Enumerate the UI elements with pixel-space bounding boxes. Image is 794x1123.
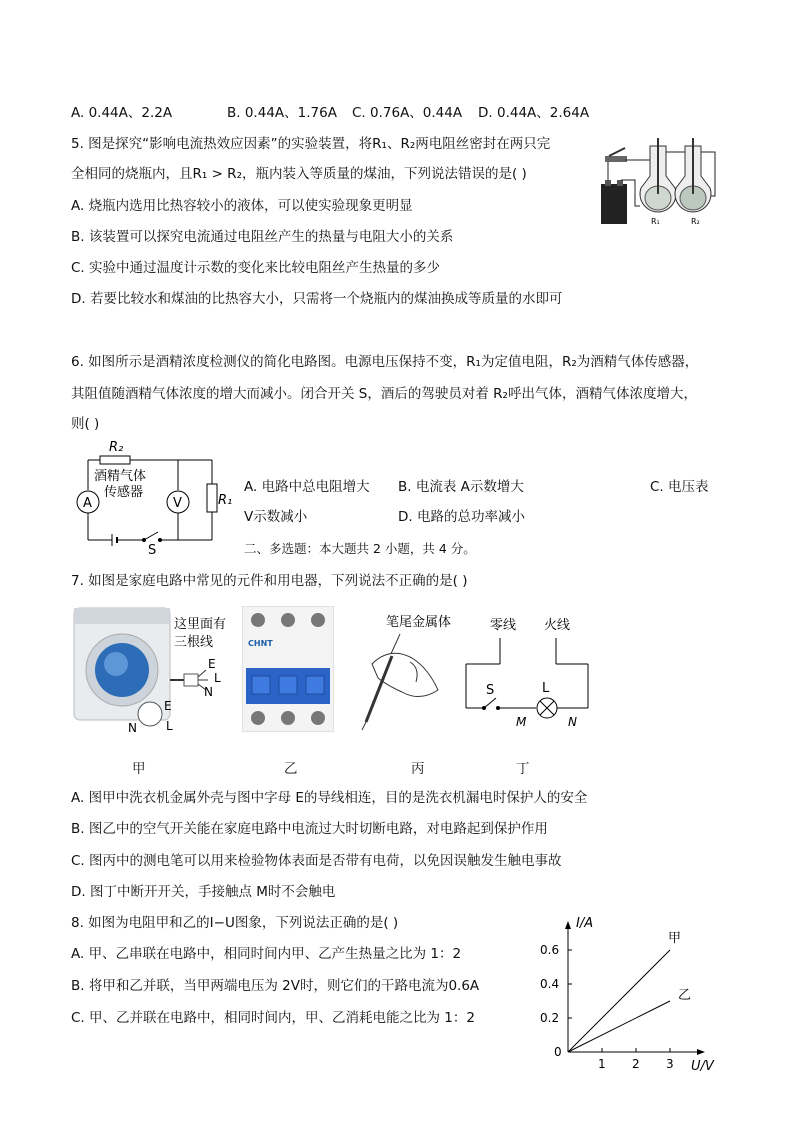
q5-option-d: D. 若要比较水和煤油的比热容大小，只需将一个烧瓶内的煤油换成等质量的水即可 [71, 291, 563, 307]
r2-label: R₂ [109, 440, 124, 455]
breaker-brand: CHNT [248, 639, 273, 648]
caption-ding: 丁 [516, 761, 530, 777]
figure-jia-washing-machine [70, 600, 230, 740]
ding-switch-s: S [486, 683, 495, 698]
q6-option-c: C. 电压表 [650, 479, 709, 495]
q4-option-b: B. 0.44A、1.76A [227, 105, 337, 121]
jia-socket-n: N [128, 721, 137, 735]
q7-stem: 7. 如图是家庭电路中常见的元件和用电器，下列说法不正确的是( ) [71, 573, 468, 589]
resistor-r1 [207, 484, 217, 512]
figure-yi-air-switch [242, 606, 334, 732]
q6-option-d: D. 电路的总功率减小 [398, 509, 525, 525]
q5-stem-line2: 全相同的烧瓶内，且R₁ > R₂，瓶内装入等质量的煤油，下列说法错误的是( ) [71, 166, 527, 182]
figure-bing-test-pen [350, 606, 470, 732]
q8-option-b: B. 将甲和乙并联，当甲两端电压为 2V时，则它们的干路电流为0.6A [71, 978, 480, 994]
q6-stem-line1: 6. 如图所示是酒精浓度检测仪的简化电路图。电源电压保持不变，R₁为定值电阻，R₂为酒精气体传感器， [71, 354, 699, 370]
q5-option-c: C. 实验中通过温度计示数的变化来比较电阻丝产生热量的多少 [71, 260, 441, 276]
alcohol-detector-circuit [72, 438, 242, 558]
switch-label: S [148, 543, 157, 558]
section-heading: 二、多选题：本大题共 2 小题，共 4 分。 [244, 541, 476, 556]
q7-option-d: D. 图丁中断开开关，手接触点 M时不会触电 [71, 884, 336, 900]
series-jia-line [568, 950, 670, 1052]
q6-stem-line2: 其阻值随酒精气体浓度的增大而减小。闭合开关 S，酒后的驾驶员对着 R₂呼出气体，酒精气体浓度增大， [71, 386, 697, 402]
series-jia-label: 甲 [668, 931, 682, 946]
jia-plug-n: N [204, 685, 213, 699]
q5-option-a: A. 烧瓶内选用比热容较小的液体，可以使实验现象更明显 [71, 198, 413, 214]
iu-chart [528, 912, 728, 1074]
ammeter-label: A [83, 496, 92, 511]
heat-experiment-figure [595, 136, 725, 231]
q7-option-b: B. 图乙中的空气开关能在家庭电路中电流过大时切断电路，对电路起到保护作用 [71, 821, 548, 837]
q4-option-d: D. 0.44A、2.64A [478, 105, 590, 121]
y-tick-label: 0.4 [540, 977, 560, 991]
ding-point-m: M [516, 715, 527, 729]
q6-option-a: A. 电路中总电阻增大 [244, 479, 370, 495]
y-tick-label: 0.6 [540, 943, 560, 957]
q7-option-c: C. 图丙中的测电笔可以用来检验物体表面是否带有电荷，以免因误触发生触电事故 [71, 853, 562, 869]
jia-plug-l: L [214, 671, 221, 685]
caption-bing: 丙 [411, 761, 425, 777]
jia-socket-e: E [164, 699, 172, 713]
q5-option-b: B. 该装置可以探究电流通过电阻丝产生的热量与电阻大小的关系 [71, 229, 454, 245]
sensor-r2-resistor [100, 456, 130, 464]
sensor-label-2: 传感器 [104, 485, 144, 500]
q8-option-c: C. 甲、乙并联在电路中，相同时间内，甲、乙消耗电能之比为 1：2 [71, 1010, 475, 1026]
ding-zero-line: 零线 [490, 618, 517, 633]
ding-point-n: N [568, 715, 577, 729]
ding-fire-line: 火线 [544, 618, 571, 633]
x-tick-label: 3 [666, 1057, 674, 1071]
q4-option-a: A. 0.44A、2.2A [71, 105, 173, 121]
q6-stem-line3: 则( ) [71, 416, 100, 432]
caption-yi: 乙 [284, 761, 298, 777]
series-yi-line [568, 1001, 670, 1052]
voltmeter-label: V [173, 496, 182, 511]
y-axis-label: I/A [576, 916, 594, 931]
y-axis-arrow [565, 921, 571, 929]
x-axis-arrow [697, 1049, 705, 1055]
y-tick-label: 0.2 [540, 1011, 560, 1025]
figure-ding-circuit [460, 610, 600, 732]
ding-lamp-l: L [542, 681, 550, 696]
q8-stem: 8. 如图为电阻甲和乙的I−U图象，下列说法正确的是( ) [71, 915, 399, 931]
bing-note: 笔尾金属体 [386, 615, 452, 630]
q7-option-a: A. 图甲中洗衣机金属外壳与图中字母 E的导线相连，目的是洗衣机漏电时保护人的安全 [71, 790, 588, 806]
q6-option-c-cont: V示数减小 [244, 509, 308, 525]
jia-plug-e: E [208, 657, 216, 671]
series-yi-label: 乙 [678, 988, 692, 1003]
x-tick-label: 1 [598, 1057, 606, 1071]
x-tick-label: 2 [632, 1057, 640, 1071]
q6-option-b: B. 电流表 A示数增大 [398, 479, 524, 495]
q5-stem-line1: 5. 图是探究“影响电流热效应因素”的实验装置，将R₁、R₂两电阻丝密封在两只完 [71, 136, 551, 152]
r1-label: R₁ [218, 493, 233, 508]
sensor-label-1: 酒精气体 [94, 469, 147, 484]
origin-label: 0 [554, 1045, 562, 1059]
flask-label-r2: R₂ [691, 217, 700, 226]
flask-label-r1: R₁ [651, 217, 660, 226]
x-axis-label: U/V [691, 1059, 714, 1074]
jia-socket-l: L [166, 719, 173, 733]
jia-note-2: 三根线 [174, 635, 214, 650]
q4-option-c: C. 0.76A、0.44A [352, 105, 463, 121]
jia-note-1: 这里面有 [174, 617, 227, 632]
caption-jia: 甲 [132, 761, 146, 777]
q8-option-a: A. 甲、乙串联在电路中，相同时间内甲、乙产生热量之比为 1：2 [71, 946, 462, 962]
